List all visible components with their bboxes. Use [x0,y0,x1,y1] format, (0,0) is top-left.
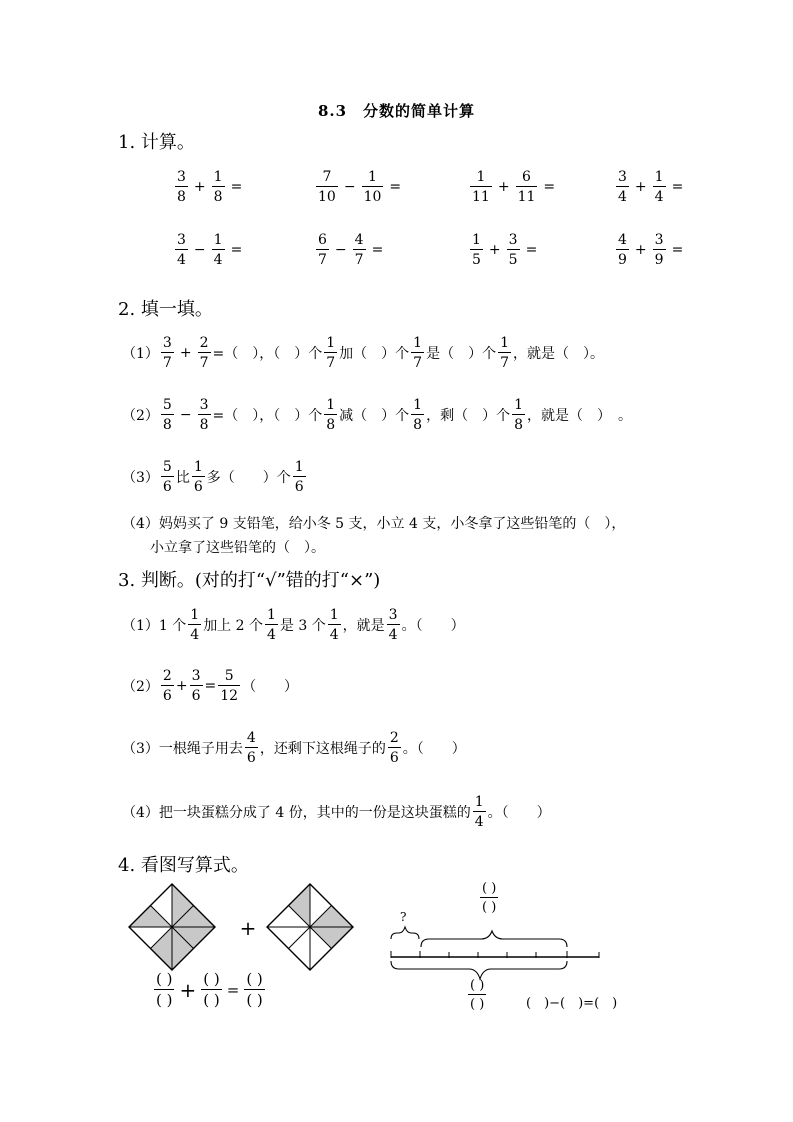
page-title: 8.3 分数的简单计算 [317,102,476,120]
small-brace [391,927,419,939]
fraction: $\frac{1}{8}$ [413,397,423,433]
judge-question-3: （3）一根绳子用去 $\frac{4}{6}$ ，还剩下这根绳子的 $\frac{2}{6}$ 。（ ） [122,730,466,766]
fraction: $\frac{1}{4}$ [190,607,200,643]
calc-expression: $\frac{1}{11}$ + $\frac{6}{11}$ = [472,169,556,205]
fraction: $\frac{1}{7}$ [326,335,336,371]
plus-sign: + [239,916,257,940]
fill-question-4-line2: 小立拿了这些铅笔的（ ）。 [150,540,325,556]
square-diagrams [125,880,375,980]
fill-question-3: （3） $\frac{5}{6}$ 比 $\frac{1}{6}$ 多（ ）个 $\frac{1}{6}$ [122,459,304,495]
section-1-heading: 1. 计算。 [118,132,195,153]
fraction: $\frac{3}{4}$ [618,169,627,205]
fraction: $\frac{1}{10}$ [363,169,382,205]
fraction: $\frac{6}{7}$ [318,232,327,268]
fraction: $\frac{6}{11}$ [517,169,536,205]
fraction: $\frac{1}{4}$ [329,607,339,643]
section-3-heading: 3. 判断。(对的打“√”错的打“×”) [118,570,381,591]
fraction: $\frac{5}{8}$ [162,397,172,433]
fraction: $\frac{1}{11}$ [472,169,490,205]
calc-expression: $\frac{7}{10}$ − $\frac{1}{10}$ = [318,169,402,205]
fraction: $\frac{1}{6}$ [193,459,203,495]
fraction: $\frac{7}{10}$ [318,169,336,205]
fraction: $\frac{1}{6}$ [294,459,304,495]
fraction: $\frac{2}{6}$ [389,730,399,766]
fraction: $\frac{1}{4}$ [654,169,664,205]
fraction: $\frac{3}{4}$ [388,607,398,643]
blank-fraction[interactable]: $\frac{( )}{( )}$ [246,970,263,1009]
judge-question-4: （4）把一块蛋糕分成了 4 份，其中的一份是这块蛋糕的 $\frac{1}{4}$ 。（ ） [122,794,551,830]
fill-question-4-line1: （4）妈妈买了 9 支铅笔，给小冬 5 支，小立 4 支，小冬拿了这些铅笔的（ ）， [122,516,626,532]
fraction: $\frac{1}{4}$ [267,607,276,643]
calc-expression: $\frac{3}{4}$ − $\frac{1}{4}$ = [177,232,243,268]
fraction: $\frac{1}{4}$ [213,232,223,268]
fraction: $\frac{1}{8}$ [326,397,336,433]
bottom-blank-fraction[interactable]: $\frac{( )}{( )}$ [470,978,485,1012]
number-line-diagram [385,925,605,985]
square-diagram-left [129,884,215,970]
calc-expression: $\frac{6}{7}$ − $\frac{4}{7}$ = [318,232,384,268]
calc-expression: $\frac{3}{8}$ + $\frac{1}{8}$ = [177,169,243,205]
calc-expression: $\frac{4}{9}$ + $\frac{3}{9}$ = [618,232,684,268]
fraction: $\frac{3}{6}$ [191,668,201,704]
blank-fraction[interactable]: $\frac{( )}{( )}$ [203,970,220,1009]
fill-question-1: （1） $\frac{3}{7}$ + $\frac{2}{7}$ =（ ），（ ）个 $\frac{1}{7}$ 加（ ）个 $\frac{1}{7}$ 是（ ）个 $\frac{1}{7}$ ，就是（ ）。 [122,335,604,371]
fraction: $\frac{3}{8}$ [177,169,186,205]
fraction: $\frac{1}{5}$ [472,232,481,268]
fraction: $\frac{1}{7}$ [500,335,509,371]
question-mark: ? [400,910,407,924]
fraction: $\frac{3}{9}$ [654,232,664,268]
judge-question-2: （2） $\frac{2}{6}$ + $\frac{3}{6}$ = $\frac{5}{12}$ （ ） [122,668,299,704]
square-diagram-right [267,884,353,970]
fraction: $\frac{1}{7}$ [413,335,423,371]
fraction: $\frac{5}{6}$ [162,459,172,495]
fraction: $\frac{3}{7}$ [162,335,172,371]
fraction: $\frac{3}{4}$ [177,232,186,268]
fill-question-2: （2） $\frac{5}{8}$ − $\frac{3}{8}$ =（ ），（ ）个 $\frac{1}{8}$ 减（ ）个 $\frac{1}{8}$ ，剩（ ）个 $\frac{1}{8}$ ，就是（ ） 。 [122,397,632,433]
fraction: $\frac{2}{7}$ [199,335,209,371]
section-4-heading: 4. 看图写算式。 [118,855,249,876]
diagram-equation: $\frac{( )}{( )}$ + $\frac{( )}{( )}$ = $\frac{( )}{( )}$ [156,970,263,1009]
fraction: $\frac{3}{5}$ [508,232,518,268]
fraction: $\frac{3}{8}$ [199,397,209,433]
fraction: $\frac{4}{6}$ [246,730,256,766]
fraction: $\frac{1}{4}$ [474,794,484,830]
fraction: $\frac{5}{12}$ [220,668,239,704]
top-blank-fraction[interactable]: $\frac{( )}{( )}$ [482,881,497,915]
calc-expression: $\frac{3}{4}$ + $\frac{1}{4}$ = [618,169,684,205]
fraction: $\frac{2}{6}$ [162,668,172,704]
blank-fraction[interactable]: $\frac{( )}{( )}$ [156,970,173,1009]
large-brace-bottom [391,961,567,979]
subtraction-expression: ( )−( )=( ) [526,996,618,1011]
judge-question-1: （1）1 个 $\frac{1}{4}$ 加上 2 个 $\frac{1}{4}$ 是 3 个 $\frac{1}{4}$ ，就是 $\frac{3}{4}$ 。（ ） [122,607,465,643]
fraction: $\frac{1}{8}$ [514,397,523,433]
section-2-heading: 2. 填一填。 [118,299,213,320]
large-brace-top [421,931,567,947]
fraction: $\frac{1}{8}$ [213,169,223,205]
fraction: $\frac{4}{9}$ [618,232,627,268]
fraction: $\frac{4}{7}$ [354,232,364,268]
calc-expression: $\frac{1}{5}$ + $\frac{3}{5}$ = [472,232,538,268]
